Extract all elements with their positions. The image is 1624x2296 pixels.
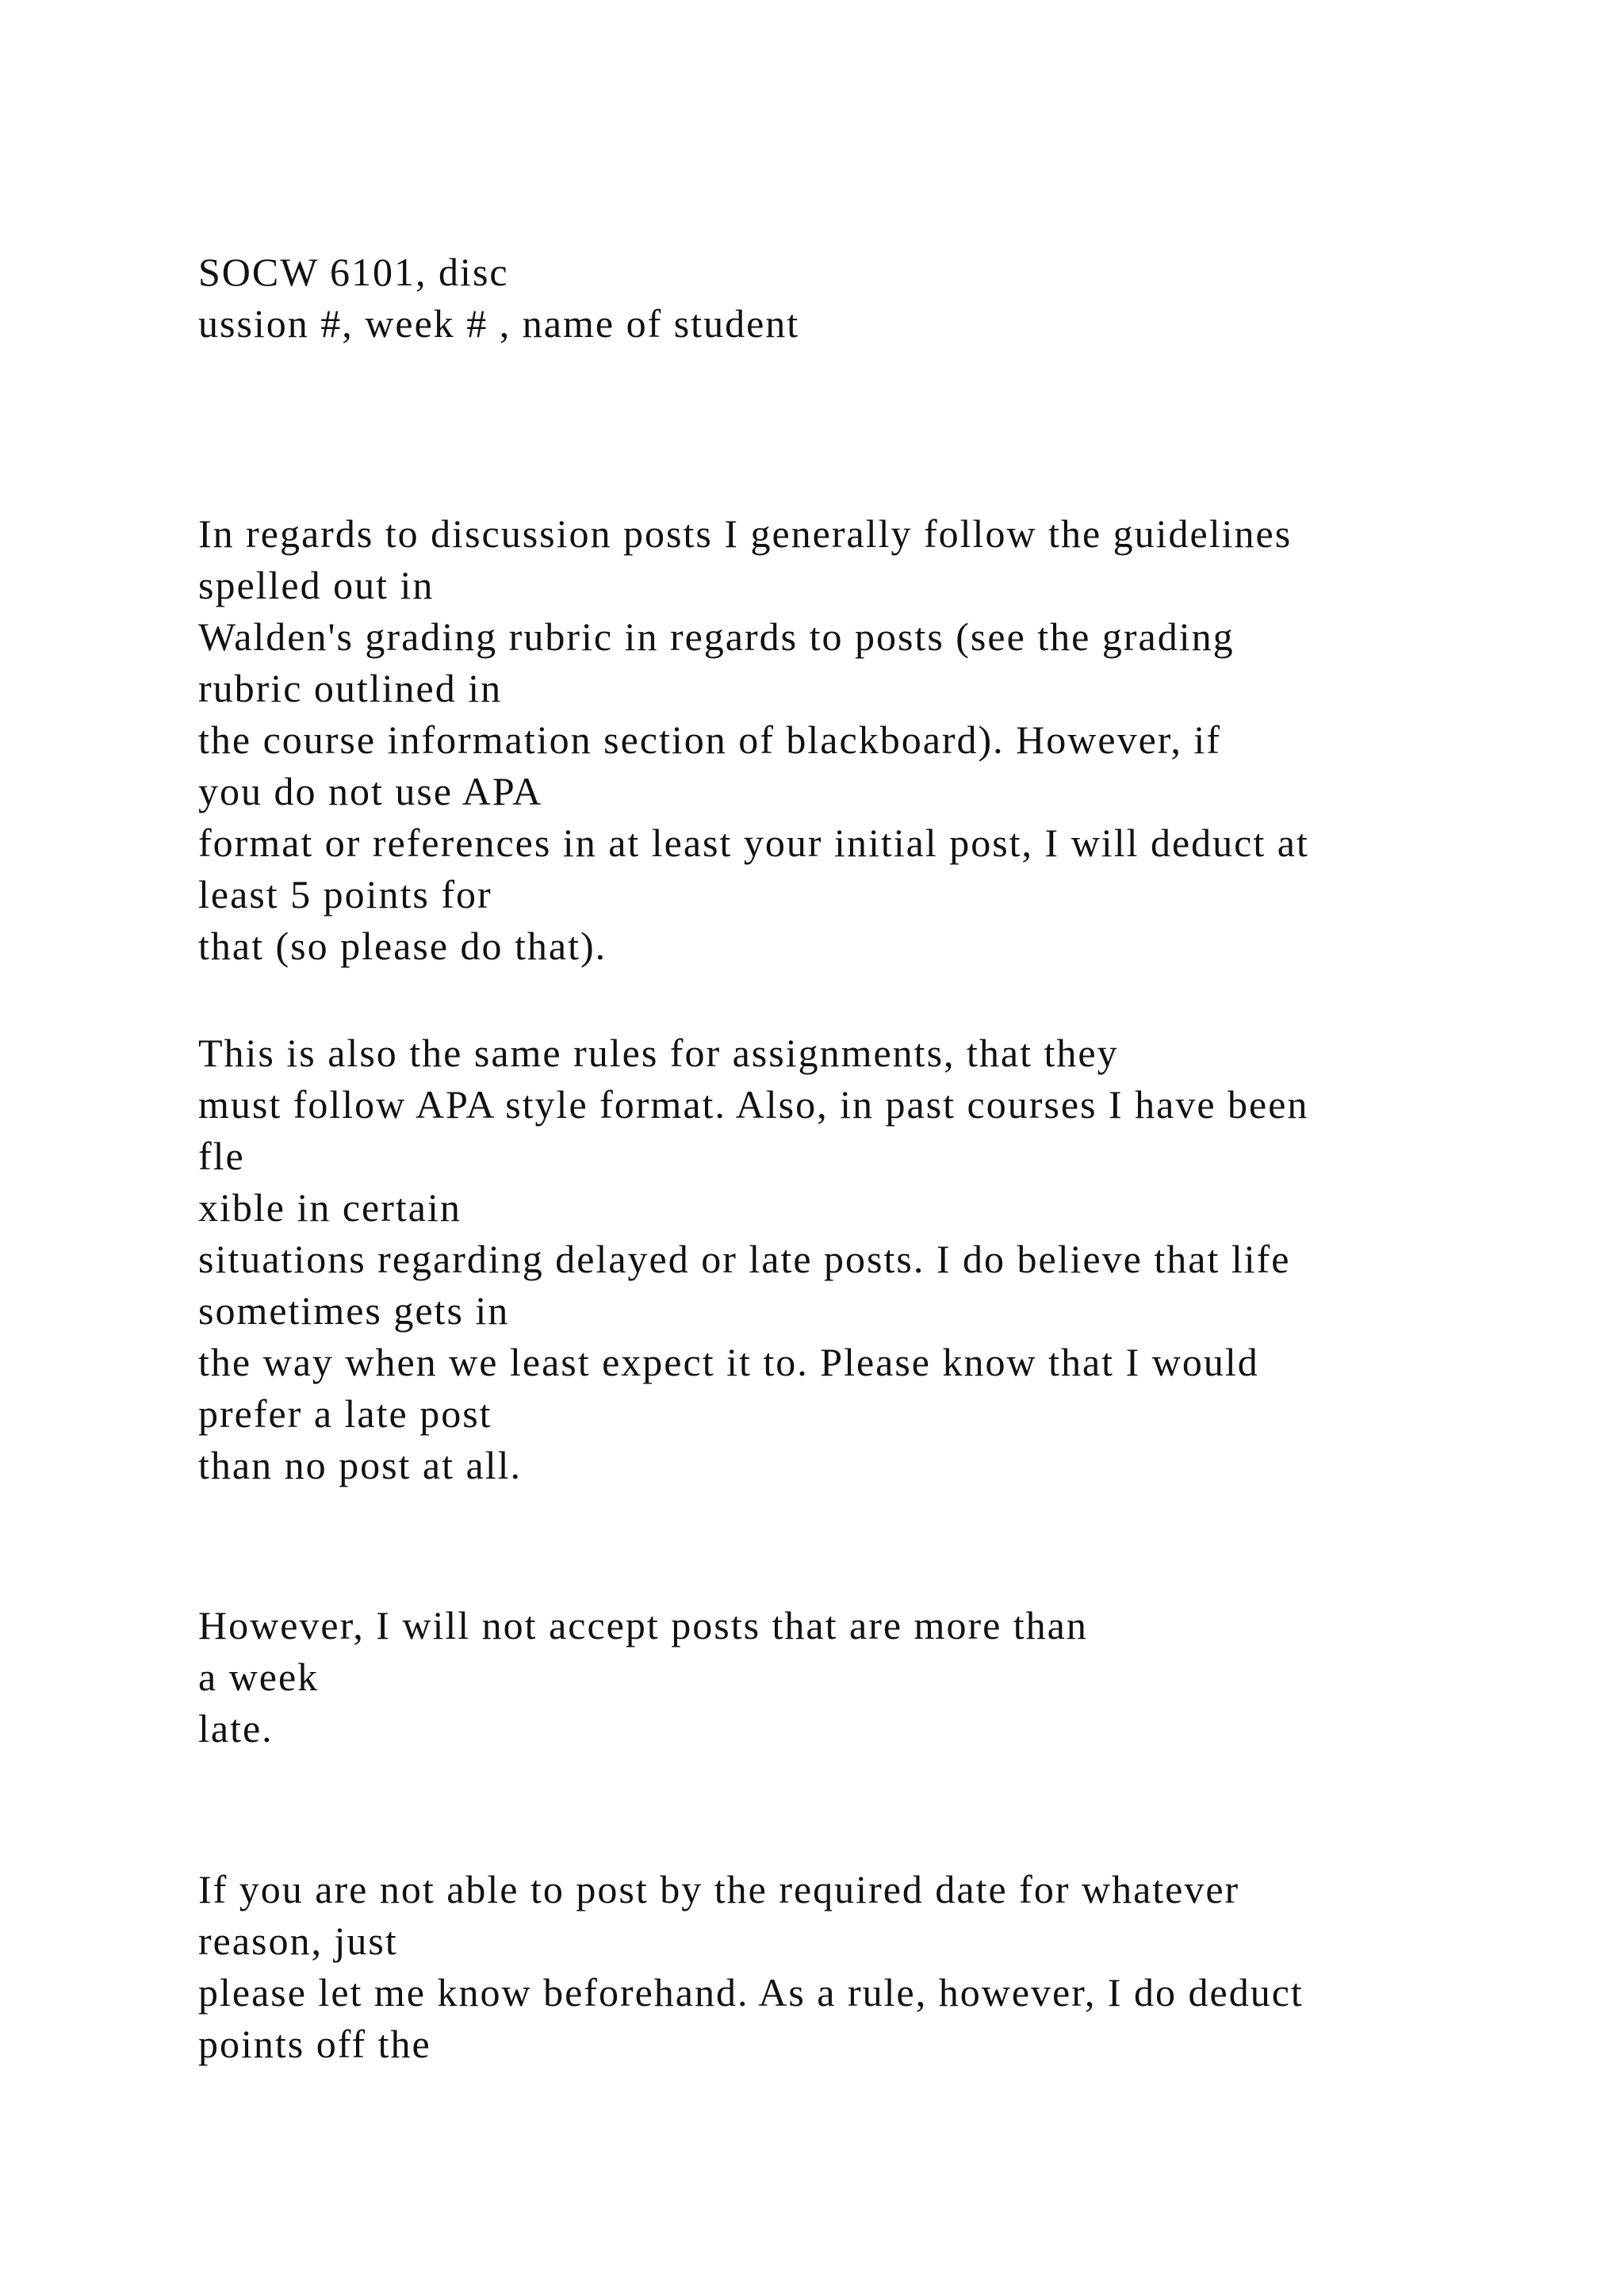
paragraph-3-line-1: However, I will not accept posts that are more than	[198, 1603, 1088, 1647]
paragraph-2-line-7: the way when we least expect it to. Please know that I would	[198, 1340, 1259, 1384]
paragraph-1-line-7: format or references in at least your initial post, I will deduct at	[198, 821, 1309, 865]
paragraph-2-line-8: prefer a late post	[198, 1391, 492, 1436]
paragraph-4-line-3: please let me know beforehand. As a rule, however, I do deduct	[198, 1970, 1304, 2015]
paragraph-1-line-9: that (so please do that).	[198, 924, 607, 968]
paragraph-4-line-2: reason, just	[198, 1919, 398, 1963]
paragraph-1-line-4: rubric outlined in	[198, 666, 503, 710]
paragraph-2-line-2: must follow APA style format. Also, in past courses I have been	[198, 1082, 1309, 1127]
paragraph-1-line-6: you do not use APA	[198, 769, 543, 813]
paragraph-1-line-8: least 5 points for	[198, 872, 492, 916]
paragraph-1-line-2: spelled out in	[198, 563, 435, 607]
paragraph-3-line-3: late.	[198, 1706, 274, 1751]
paragraph-3-line-2: a week	[198, 1655, 320, 1699]
paragraph-1-line-1: In regards to discussion posts I generally follow the guidelines	[198, 511, 1293, 556]
header-line-1: SOCW 6101, disc	[198, 250, 509, 294]
paragraph-2-line-4: xible in certain	[198, 1185, 462, 1230]
paragraph-2-line-3: fle	[198, 1134, 245, 1178]
paragraph-1-line-3: Walden's grading rubric in regards to posts (see the grading	[198, 614, 1235, 659]
paragraph-2-line-9: than no post at all.	[198, 1443, 522, 1487]
paragraph-2-line-5: situations regarding delayed or late posts. I do believe that life	[198, 1237, 1291, 1281]
paragraph-2-line-1: This is also the same rules for assignments, that they	[198, 1031, 1119, 1075]
paragraph-4-line-4: points off the	[198, 2022, 431, 2066]
paragraph-4-line-1: If you are not able to post by the required date for whatever	[198, 1867, 1240, 1911]
paragraph-2-line-6: sometimes gets in	[198, 1288, 510, 1333]
paragraph-1-line-5: the course information section of blackboard). However, if	[198, 718, 1221, 762]
header-line-2: ussion #, week # , name of student	[198, 301, 800, 346]
